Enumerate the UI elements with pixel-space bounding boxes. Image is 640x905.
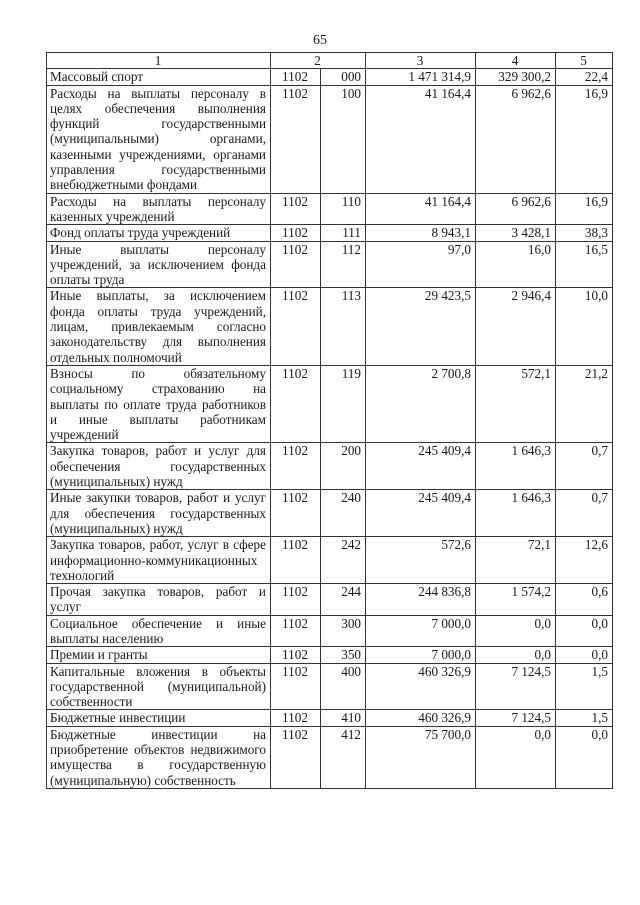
expense-type-code: 350 — [321, 647, 366, 663]
expense-type-code: 300 — [321, 615, 366, 647]
executed-amount: 329 300,2 — [476, 69, 556, 85]
header-col-1: 1 — [47, 53, 271, 69]
expense-type-code: 242 — [321, 537, 366, 584]
execution-percent: 10,0 — [556, 288, 613, 365]
executed-amount: 72,1 — [476, 537, 556, 584]
section-code: 1102 — [271, 288, 321, 365]
planned-amount: 460 326,9 — [366, 663, 476, 710]
expense-name: Капитальные вложения в объекты государственной (муниципальной) собственности — [47, 663, 271, 710]
expense-type-code: 240 — [321, 490, 366, 537]
executed-amount: 0,0 — [476, 647, 556, 663]
table-row — [47, 710, 613, 726]
table-row — [47, 647, 613, 663]
executed-amount: 3 428,1 — [476, 225, 556, 241]
planned-amount: 245 409,4 — [366, 490, 476, 537]
expense-name: Расходы на выплаты персоналу в целях обеспечения выполнения функций государственными (муниципальными) органами, казенными учреждениями, органами управления государственными внебюджетными фондами — [47, 85, 271, 193]
section-code: 1102 — [271, 490, 321, 537]
executed-amount: 572,1 — [476, 365, 556, 442]
table-row — [47, 615, 613, 647]
planned-amount: 97,0 — [366, 241, 476, 288]
table-row — [47, 537, 613, 584]
executed-amount: 7 124,5 — [476, 663, 556, 710]
expense-name: Расходы на выплаты персоналу казенных учреждений — [47, 193, 271, 225]
planned-amount: 7 000,0 — [366, 647, 476, 663]
executed-amount: 6 962,6 — [476, 193, 556, 225]
execution-percent: 0,7 — [556, 490, 613, 537]
execution-percent: 16,9 — [556, 85, 613, 193]
executed-amount: 7 124,5 — [476, 710, 556, 726]
planned-amount: 1 471 314,9 — [366, 69, 476, 85]
table-row — [47, 288, 613, 365]
planned-amount: 7 000,0 — [366, 615, 476, 647]
planned-amount: 244 836,8 — [366, 584, 476, 616]
table-row — [47, 69, 613, 85]
table-row — [47, 241, 613, 288]
expense-type-code: 119 — [321, 365, 366, 442]
expense-type-code: 200 — [321, 443, 366, 490]
executed-amount: 6 962,6 — [476, 85, 556, 193]
section-code: 1102 — [271, 584, 321, 616]
execution-percent: 0,6 — [556, 584, 613, 616]
expense-name: Иные выплаты, за исключением фонда оплаты труда учреждений, лицам, привлекаемым согласно законодательству для выполнения отдельных полномочий — [47, 288, 271, 365]
table-row — [47, 726, 613, 788]
section-code: 1102 — [271, 537, 321, 584]
header-col-2: 2 — [271, 53, 366, 69]
expense-type-code: 112 — [321, 241, 366, 288]
planned-amount: 75 700,0 — [366, 726, 476, 788]
budget-table — [46, 52, 613, 789]
execution-percent: 0,7 — [556, 443, 613, 490]
planned-amount: 460 326,9 — [366, 710, 476, 726]
section-code: 1102 — [271, 615, 321, 647]
header-row — [47, 53, 613, 69]
header-col-4: 4 — [476, 53, 556, 69]
expense-type-code: 410 — [321, 710, 366, 726]
expense-name: Взносы по обязательному социальному страхованию на выплаты по оплате труда работников и иные выплаты работникам учреждений — [47, 365, 271, 442]
table-row — [47, 225, 613, 241]
planned-amount: 2 700,8 — [366, 365, 476, 442]
executed-amount: 16,0 — [476, 241, 556, 288]
expense-name: Бюджетные инвестиции — [47, 710, 271, 726]
expense-name: Бюджетные инвестиции на приобретение объектов недвижимого имущества в государственную (муниципальную) собственность — [47, 726, 271, 788]
executed-amount: 0,0 — [476, 726, 556, 788]
expense-name: Иные закупки товаров, работ и услуг для обеспечения государственных (муниципальных) нужд — [47, 490, 271, 537]
expense-name: Закупка товаров, работ и услуг для обеспечения государственных (муниципальных) нужд — [47, 443, 271, 490]
planned-amount: 572,6 — [366, 537, 476, 584]
table-row — [47, 365, 613, 442]
section-code: 1102 — [271, 647, 321, 663]
execution-percent: 1,5 — [556, 710, 613, 726]
section-code: 1102 — [271, 85, 321, 193]
executed-amount: 2 946,4 — [476, 288, 556, 365]
expense-name: Премии и гранты — [47, 647, 271, 663]
expense-type-code: 412 — [321, 726, 366, 788]
planned-amount: 41 164,4 — [366, 85, 476, 193]
section-code: 1102 — [271, 193, 321, 225]
table-row — [47, 85, 613, 193]
section-code: 1102 — [271, 443, 321, 490]
table-row — [47, 490, 613, 537]
execution-percent: 22,4 — [556, 69, 613, 85]
section-code: 1102 — [271, 241, 321, 288]
expense-type-code: 111 — [321, 225, 366, 241]
table-row — [47, 443, 613, 490]
expense-name: Массовый спорт — [47, 69, 271, 85]
execution-percent: 1,5 — [556, 663, 613, 710]
section-code: 1102 — [271, 710, 321, 726]
section-code: 1102 — [271, 365, 321, 442]
page-number: 65 — [313, 33, 327, 48]
expense-name: Закупка товаров, работ, услуг в сфере информационно-коммуникационных технологий — [47, 537, 271, 584]
planned-amount: 245 409,4 — [366, 443, 476, 490]
execution-percent: 21,2 — [556, 365, 613, 442]
execution-percent: 12,6 — [556, 537, 613, 584]
section-code: 1102 — [271, 726, 321, 788]
section-code: 1102 — [271, 225, 321, 241]
expense-type-code: 244 — [321, 584, 366, 616]
table-row — [47, 193, 613, 225]
executed-amount: 1 574,2 — [476, 584, 556, 616]
execution-percent: 16,5 — [556, 241, 613, 288]
execution-percent: 0,0 — [556, 647, 613, 663]
expense-name: Прочая закупка товаров, работ и услуг — [47, 584, 271, 616]
expense-name: Фонд оплаты труда учреждений — [47, 225, 271, 241]
expense-type-code: 110 — [321, 193, 366, 225]
header-col-3: 3 — [366, 53, 476, 69]
planned-amount: 8 943,1 — [366, 225, 476, 241]
executed-amount: 1 646,3 — [476, 443, 556, 490]
execution-percent: 38,3 — [556, 225, 613, 241]
expense-name: Иные выплаты персоналу учреждений, за исключением фонда оплаты труда — [47, 241, 271, 288]
expense-name: Социальное обеспечение и иные выплаты населению — [47, 615, 271, 647]
execution-percent: 0,0 — [556, 726, 613, 788]
expense-type-code: 100 — [321, 85, 366, 193]
table-row — [47, 663, 613, 710]
expense-type-code: 113 — [321, 288, 366, 365]
execution-percent: 16,9 — [556, 193, 613, 225]
section-code: 1102 — [271, 663, 321, 710]
executed-amount: 0,0 — [476, 615, 556, 647]
executed-amount: 1 646,3 — [476, 490, 556, 537]
execution-percent: 0,0 — [556, 615, 613, 647]
section-code: 1102 — [271, 69, 321, 85]
table-row — [47, 584, 613, 616]
planned-amount: 41 164,4 — [366, 193, 476, 225]
header-col-5: 5 — [556, 53, 613, 69]
expense-type-code: 400 — [321, 663, 366, 710]
planned-amount: 29 423,5 — [366, 288, 476, 365]
expense-type-code: 000 — [321, 69, 366, 85]
